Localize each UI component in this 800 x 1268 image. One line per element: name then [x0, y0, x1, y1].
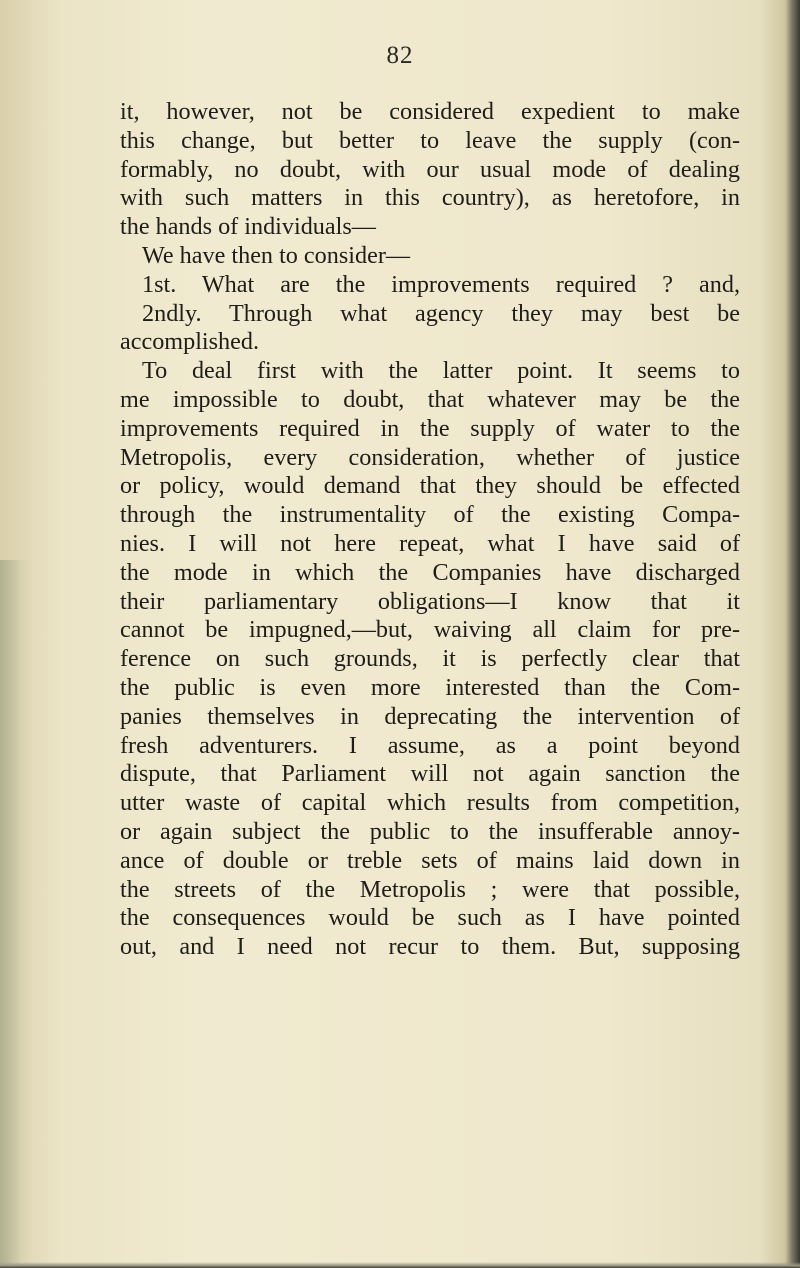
text-line: improvements required in the supply of water to the: [120, 414, 740, 442]
text-line: me impossible to doubt, that whatever may be the: [120, 385, 740, 413]
text-line: this change, but better to leave the supply (con-: [120, 126, 740, 154]
text-line: their parliamentary obligations—I know that it: [120, 587, 740, 615]
text-line: or again subject the public to the insufferable annoy-: [120, 817, 740, 845]
page-number: 82: [386, 42, 414, 69]
text-line: nies. I will not here repeat, what I have said of: [120, 529, 740, 557]
text-line: ance of double or treble sets of mains laid down in: [120, 846, 740, 874]
text-line: 1st. What are the improvements required ? and,: [142, 270, 740, 298]
text-line: fresh adventurers. I assume, as a point beyond: [120, 731, 740, 759]
text-line: it, however, not be considered expedient to make: [120, 98, 740, 125]
page-bottom-edge: [0, 1262, 800, 1268]
text-line: the hands of individuals—: [120, 213, 376, 241]
text-line: Metropolis, every consideration, whether of justice: [120, 443, 740, 471]
text-line: accomplished.: [120, 328, 260, 356]
text-line: 2ndly. Through what agency they may best be: [142, 299, 740, 327]
text-line: the streets of the Metropolis ; were that possible,: [120, 875, 740, 903]
text-line: formably, no doubt, with our usual mode of dealing: [120, 155, 740, 183]
text-line: utter waste of capital which results from competition,: [120, 789, 740, 817]
text-line: out, and I need not recur to them. But, supposing: [120, 933, 740, 961]
text-line: the consequences would be such as I have pointed: [120, 904, 740, 932]
text-line: the mode in which the Companies have discharged: [120, 558, 740, 586]
text-line: through the instrumentality of the existing Compa-: [120, 501, 740, 529]
body-text: [120, 98, 740, 962]
text-line: with such matters in this country), as heretofore, in: [120, 184, 740, 212]
text-line: panies themselves in deprecating the intervention of: [120, 702, 740, 730]
text-line: dispute, that Parliament will not again sanction the: [120, 760, 740, 788]
text-line: To deal first with the latter point. It seems to: [142, 357, 740, 385]
text-line: or policy, would demand that they should be effected: [120, 472, 740, 500]
page-binding-shadow: [0, 560, 32, 1268]
text-line: the public is even more interested than the Com-: [120, 673, 740, 701]
text-line: We have then to consider—: [142, 241, 411, 269]
text-line: ference on such grounds, it is perfectly clear that: [120, 645, 740, 673]
text-line: cannot be impugned,—but, waiving all claim for pre-: [120, 616, 740, 644]
